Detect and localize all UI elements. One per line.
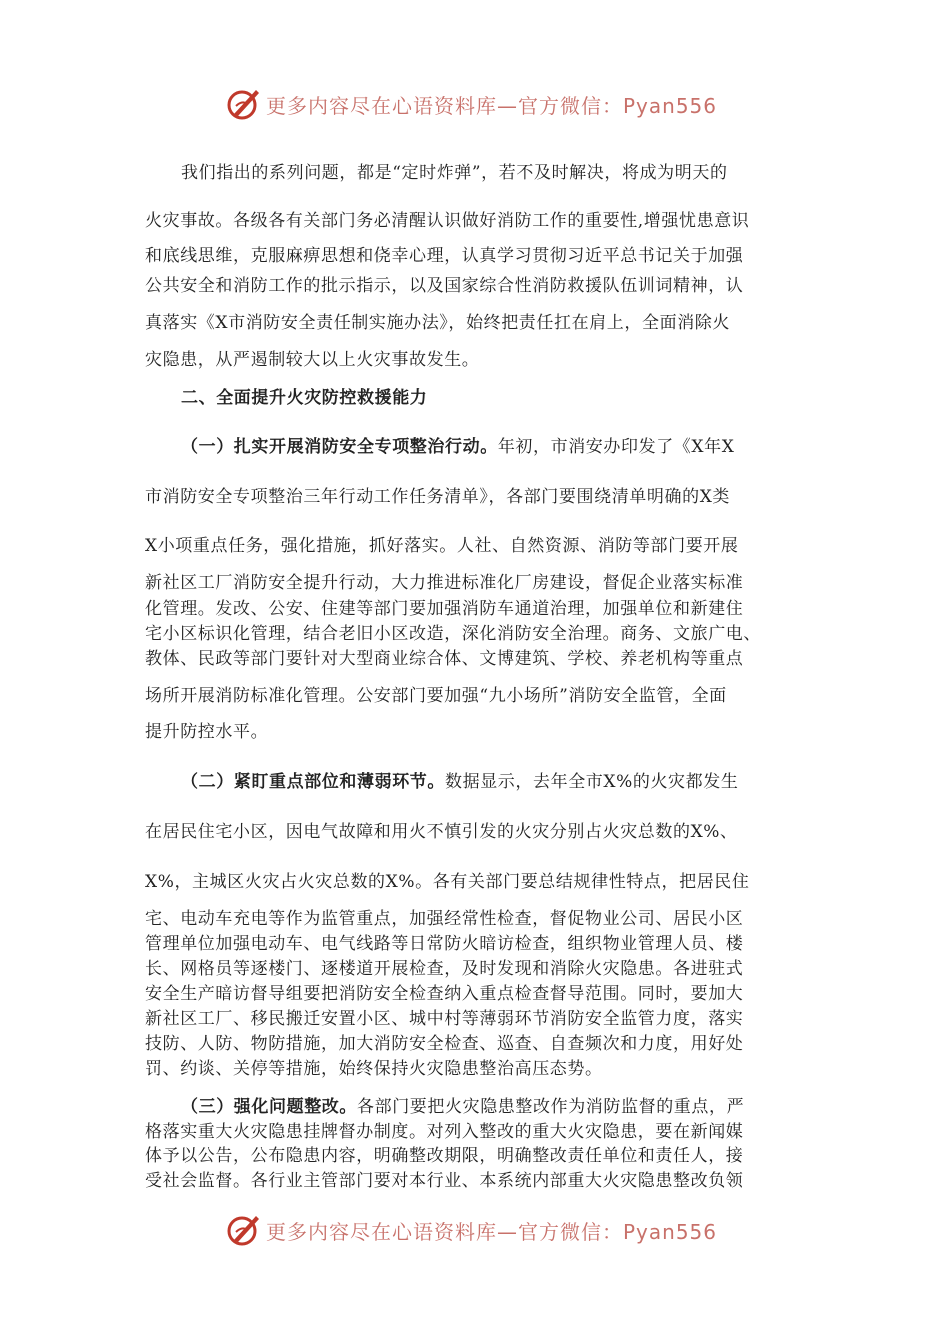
- paragraph-line: 化管理。发改、公安、住建等部门要加强消防车通道治理，加强单位和新建住: [145, 599, 744, 619]
- paragraph-line: [181, 767, 846, 792]
- paragraph-line: 新社区工厂、移民搬迁安置小区、城中村等薄弱环节消防安全监管力度，落实: [145, 1009, 744, 1029]
- paragraph-line: 真落实《X市消防安全责任制实施办法》，始终把责任扛在肩上，全面消除火: [145, 313, 731, 333]
- paragraph-line: 提升防控水平。: [145, 722, 269, 742]
- paragraph-line: 管理单位加强电动车、电气线路等日常防火暗访检查，组织物业管理人员、楼: [145, 934, 744, 954]
- paragraph-line: [181, 432, 846, 457]
- paragraph-text: 各部门要把火灾隐患整改作为消防监督的重点，严: [357, 1097, 745, 1117]
- subsection-heading: （三）强化问题整改。: [181, 1097, 357, 1117]
- paragraph-line: 火灾事故。各级各有关部门务必清醒认识做好消防工作的重要性,增强忧患意识: [145, 211, 750, 231]
- paragraph-line: 在居民住宅小区，因电气故障和用火不慎引发的火灾分别占火灾总数的X%、: [145, 822, 738, 842]
- paragraph-line: [181, 1092, 846, 1117]
- paragraph-line: 安全生产暗访督导组要把消防安全检查纳入重点检查督导范围。同时，要加大: [145, 984, 744, 1004]
- paragraph-line: 灾隐患，从严遏制较大以上火灾事故发生。: [145, 350, 480, 370]
- quill-logo-icon: [226, 1212, 262, 1248]
- banner-text: 更多内容尽在心语资料库—官方微信：Pyan556: [266, 1220, 718, 1244]
- subsection-heading: （一）扎实开展消防安全专项整治行动。: [181, 437, 498, 457]
- paragraph-line: 市消防安全专项整治三年行动工作任务清单》，各部门要围绕清单明确的X类: [145, 487, 731, 507]
- paragraph-line: 场所开展消防标准化管理。公安部门要加强“九小场所”消防安全监管，全面: [145, 686, 727, 706]
- footer-watermark-banner: [0, 1210, 950, 1250]
- paragraph-line: 教体、民政等部门要针对大型商业综合体、文博建筑、学校、养老机构等重点: [145, 649, 744, 669]
- paragraph-line: X小项重点任务，强化措施，抓好落实。人社、自然资源、消防等部门要开展: [145, 536, 739, 556]
- paragraph-line: 公共安全和消防工作的批示指示，以及国家综合性消防救援队伍训词精神，认: [145, 276, 744, 296]
- paragraph-line: 格落实重大火灾隐患挂牌督办制度。对列入整改的重大火灾隐患，要在新闻媒: [145, 1122, 744, 1142]
- paragraph-line: 宅小区标识化管理，结合老旧小区改造，深化消防安全治理。商务、文旅广电、: [145, 624, 761, 644]
- paragraph-line: 和底线思维，克服麻痹思想和侥幸心理，认真学习贯彻习近平总书记关于加强: [145, 246, 744, 266]
- paragraph-line: 新社区工厂消防安全提升行动，大力推进标准化厂房建设，督促企业落实标准: [145, 573, 744, 593]
- paragraph-line: 体予以公告，公布隐患内容，明确整改期限，明确整改责任单位和责任人，接: [145, 1146, 744, 1166]
- subsection-heading: （二）紧盯重点部位和薄弱环节。: [181, 772, 445, 792]
- paragraph-text: 年初，市消安办印发了《X年X: [497, 437, 735, 457]
- paragraph-line: X%，主城区火灾占火灾总数的X%。各有关部门要总结规律性特点，把居民住: [145, 872, 750, 892]
- section-heading: 二、全面提升火灾防控救援能力: [181, 388, 428, 408]
- paragraph-line: 宅、电动车充电等作为监管重点，加强经常性检查，督促物业公司、居民小区: [145, 909, 744, 929]
- paragraph-text: 数据显示，去年全市X%的火灾都发生: [445, 772, 739, 792]
- paragraph-line: 我们指出的系列问题，都是“定时炸弹”，若不及时解决，将成为明天的: [181, 163, 728, 183]
- quill-logo-icon: [226, 86, 262, 122]
- banner-text: 更多内容尽在心语资料库—官方微信：Pyan556: [266, 94, 718, 118]
- paragraph-line: 罚、约谈、关停等措施，始终保持火灾隐患整治高压态势。: [145, 1059, 603, 1079]
- paragraph-line: 受社会监督。各行业主管部门要对本行业、本系统内部重大火灾隐患整改负领: [145, 1171, 744, 1191]
- paragraph-line: 技防、人防、物防措施，加大消防安全检查、巡查、自查频次和力度，用好处: [145, 1034, 744, 1054]
- paragraph-line: 长、网格员等逐楼门、逐楼道开展检查，及时发现和消除火灾隐患。各进驻式: [145, 959, 744, 979]
- header-watermark-banner: [0, 84, 950, 124]
